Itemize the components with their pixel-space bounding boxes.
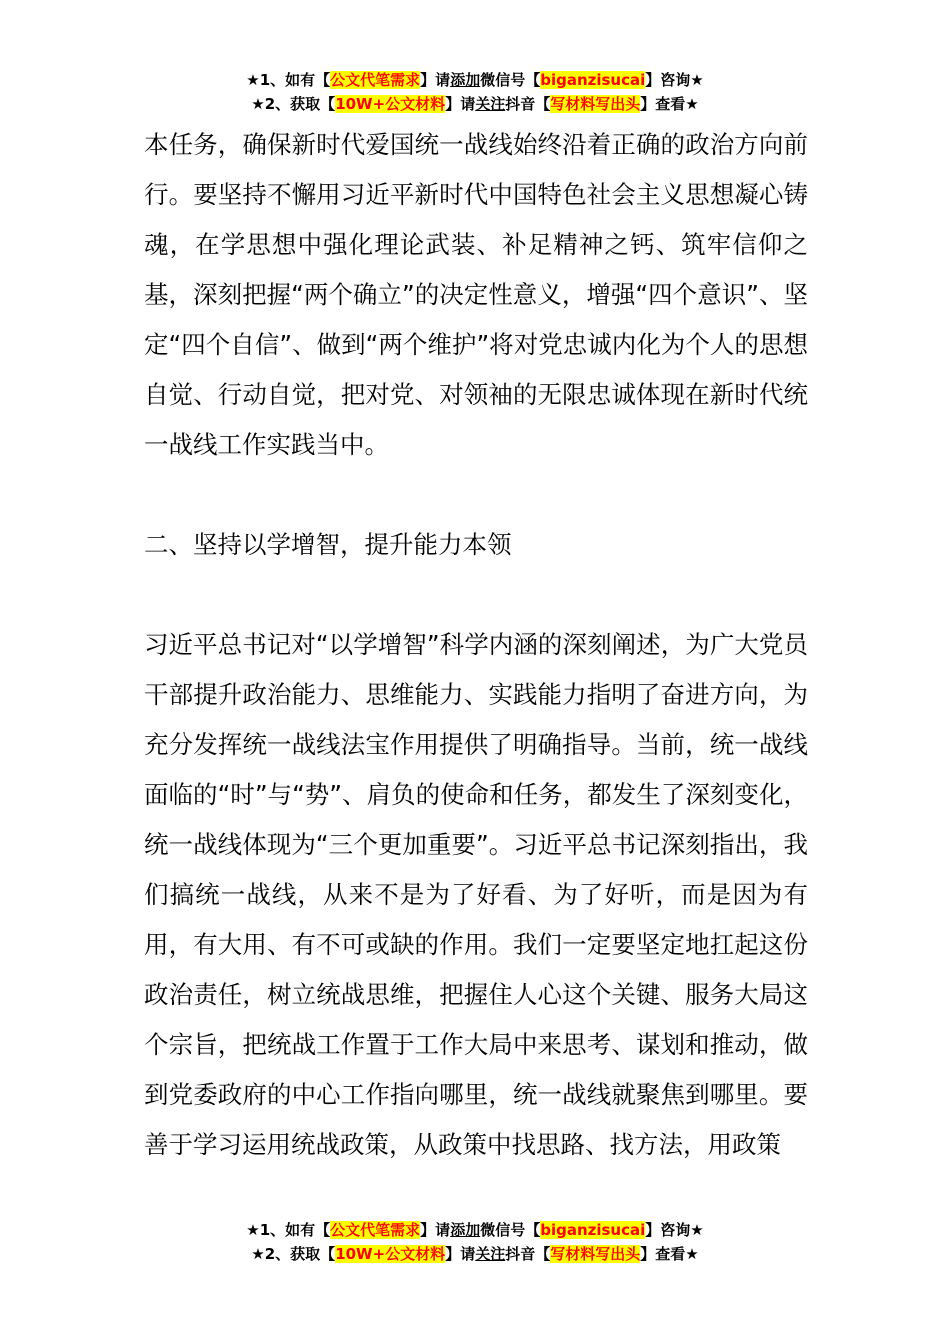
underlined-word: 关注: [475, 95, 506, 113]
highlight-materials: 10W+公文材料: [335, 95, 446, 113]
banner-line-2: ★2、获取【10W+公文材料】请关注抖音【写材料写出头】查看★: [251, 95, 699, 113]
highlight-douyin-id: 写材料写出头: [550, 95, 641, 113]
paragraph-1: 本任务，确保新时代爱国统一战线始终沿着正确的政治方向前行。要坚持不懈用习近平新时代中国特色社会主义思想凝心铸魂，在学思想中强化理论武装、补足精神之钙、筑牢信仰之基，深刻把握“两个确立”的决定性意义，增强“四个意识”、坚定“四个自信”、做到“两个维护”将对党忠诚内化为个人的思想自觉、行动自觉，把对党、对领袖的无限忠诚体现在新时代统一战线工作实践当中。: [144, 130, 808, 459]
highlight-service: 公文代笔需求: [330, 71, 421, 89]
underlined-word: 关注: [475, 1245, 506, 1263]
underlined-word: 添加: [450, 71, 481, 89]
paragraph-2: 习近平总书记对“以学增智”科学内涵的深刻阐述，为广大党员干部提升政治能力、思维能力、实践能力指明了奋进方向，为充分发挥统一战线法宝作用提供了明确指导。当前，统一战线面临的“时”与“势”、肩负的使命和任务，都发生了深刻变化，统一战线体现为“三个更加重要”。习近平总书记深刻指出，我们搞统一战线，从来不是为了好看、为了好听，而是因为有用，有大用、有不可或缺的作用。我们一定要坚定地扛起这份政治责任，树立统战思维，把握住人心这个关键、服务大局这个宗旨，把统战工作置于工作大局中来思考、谋划和推动，做到党委政府的中心工作指向哪里，统一战线就聚焦到哪里。要善于学习运用统战政策，从政策中找思路、找方法，用政策: [144, 630, 808, 1159]
highlight-wechat-id: biganzisucai: [540, 71, 646, 89]
highlight-materials: 10W+公文材料: [335, 1245, 446, 1263]
banner-line-1: ★1、如有【公文代笔需求】请添加微信号【biganzisucai】咨询★: [246, 1221, 704, 1239]
footer-banner: [0, 1218, 950, 1266]
underlined-word: 添加: [450, 1221, 481, 1239]
banner-line-2: ★2、获取【10W+公文材料】请关注抖音【写材料写出头】查看★: [251, 1245, 699, 1263]
highlight-douyin-id: 写材料写出头: [550, 1245, 641, 1263]
paragraph-gap: [144, 470, 808, 520]
highlight-wechat-id: biganzisucai: [540, 1221, 646, 1239]
paragraph-gap: [144, 570, 808, 620]
document-body: [144, 120, 808, 1170]
banner-line-1: ★1、如有【公文代笔需求】请添加微信号【biganzisucai】咨询★: [246, 71, 704, 89]
highlight-service: 公文代笔需求: [330, 1221, 421, 1239]
header-banner: [0, 68, 950, 116]
section-heading: 二、坚持以学增智，提升能力本领: [144, 530, 512, 559]
